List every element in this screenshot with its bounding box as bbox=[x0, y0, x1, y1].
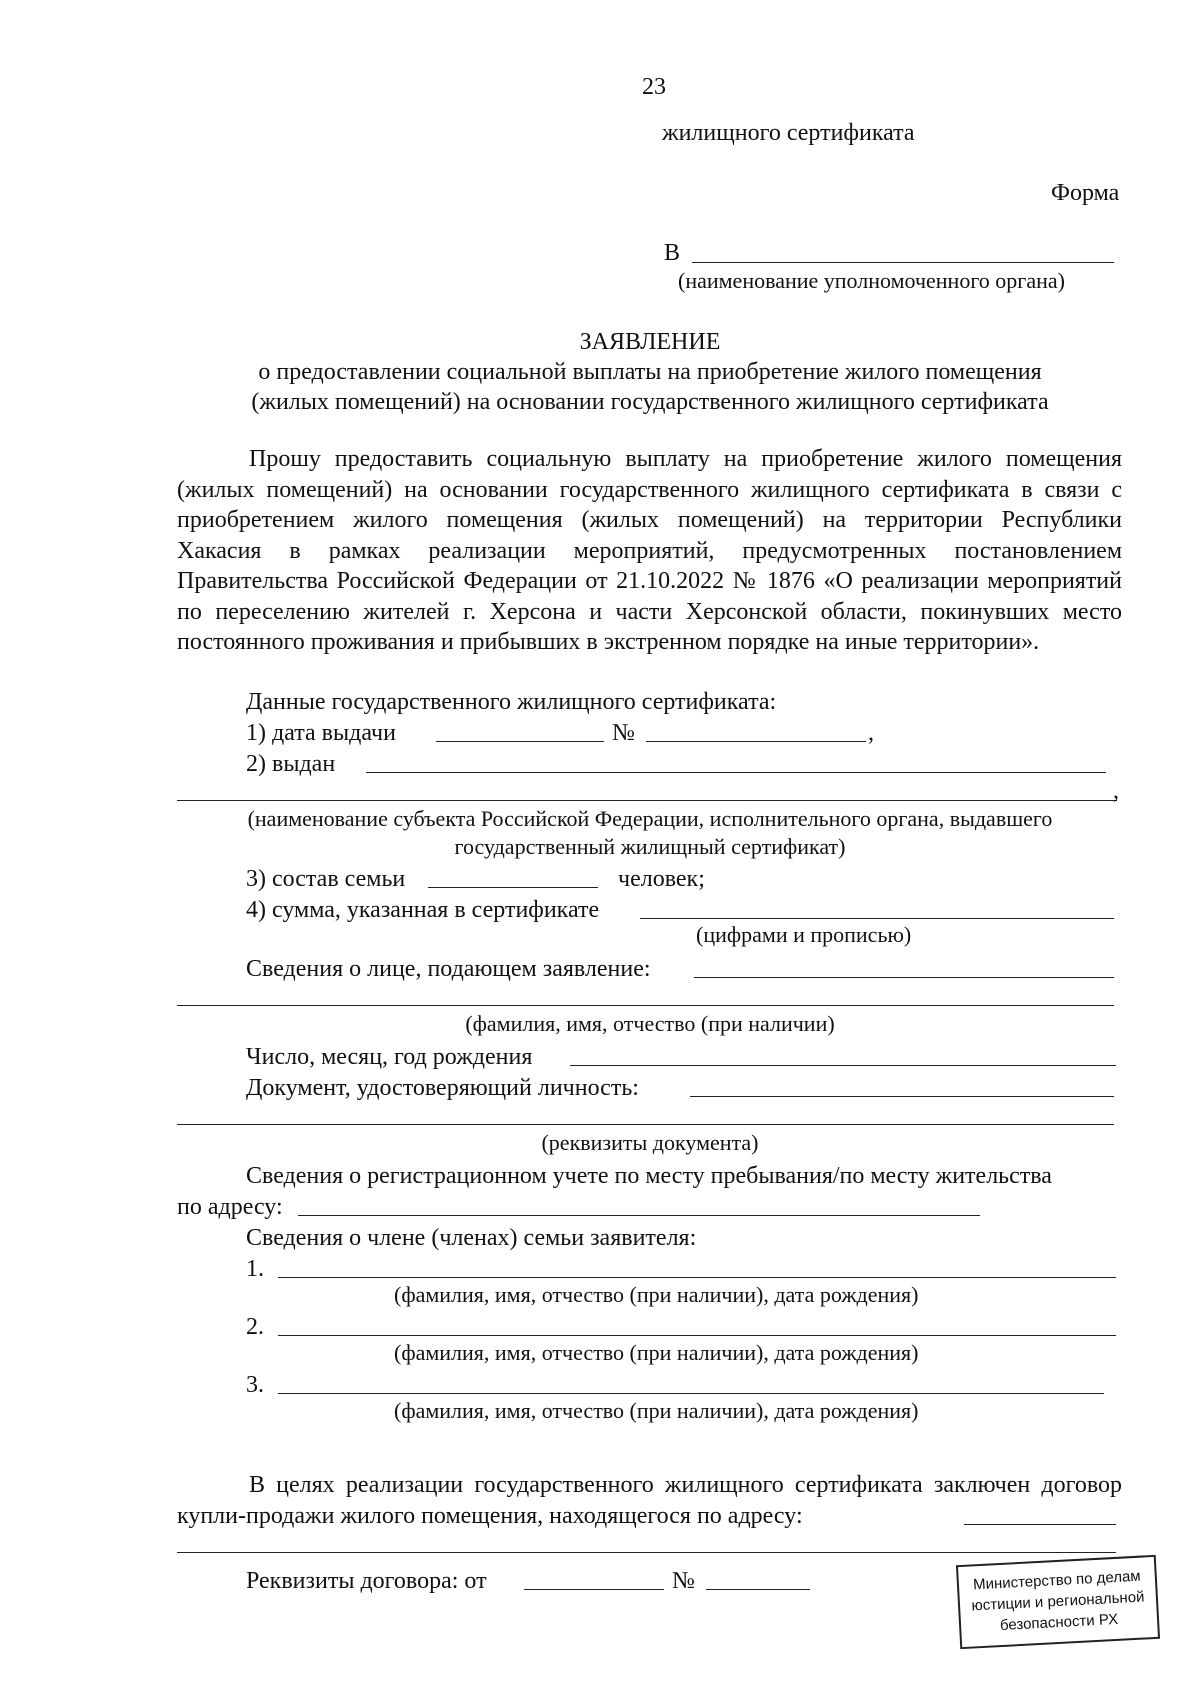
birth-label: Число, месяц, год рождения bbox=[246, 1044, 533, 1070]
stamp-line-2: юстиции и региональной bbox=[971, 1588, 1145, 1615]
applicant-label: Сведения о лице, подающем заявление: bbox=[246, 956, 651, 982]
fio-caption: (фамилия, имя, отчество (при наличии) bbox=[465, 1011, 835, 1036]
amount-field[interactable] bbox=[640, 918, 1114, 919]
contract-details-label: Реквизиты договора: от bbox=[246, 1568, 487, 1594]
item2-label: 2) выдан bbox=[246, 751, 336, 777]
issuer-field-continued[interactable] bbox=[177, 800, 1117, 801]
family-size-field[interactable] bbox=[428, 887, 598, 888]
family-row-caption: (фамилия, имя, отчество (при наличии), дата рождения) bbox=[394, 1398, 919, 1423]
running-head: жилищного сертификата bbox=[662, 120, 915, 146]
issuer-caption-1: (наименование субъекта Российской Федерации, исполнительного органа, выдавшего bbox=[247, 806, 1053, 831]
id-doc-field[interactable] bbox=[690, 1096, 1114, 1097]
id-doc-field-continued[interactable] bbox=[177, 1124, 1114, 1125]
contract-date-field[interactable] bbox=[524, 1589, 664, 1590]
addressee-caption: (наименование уполномоченного органа) bbox=[678, 268, 1065, 293]
family-row-number: 2. bbox=[246, 1314, 264, 1340]
item1-number-sign: № bbox=[612, 720, 635, 746]
item4-label: 4) сумма, указанная в сертификате bbox=[246, 897, 600, 923]
addressee-prefix: В bbox=[664, 240, 681, 266]
cert-heading: Данные государственного жилищного сертификата: bbox=[246, 689, 777, 715]
request-paragraph: Прошу предоставить социальную выплату на приобретение жилого помещения (жилых помещений) на основании государственного жилищного сертификата в связи с приобретением жилого помещения (жилых помещений) на территории Республики Хакасия в рамках реализации мероприятий, предусмотренных постановлением Правительства Российской Федерации от 21.10.2022 № 1876 «О реализации мероприятий по переселению жителей г. Херсона и части Херсонской области, покинувших место постоянного проживания и прибывших в экстренном порядке на иные территории». bbox=[177, 446, 1122, 655]
doc-caption: (реквизиты документа) bbox=[541, 1130, 759, 1155]
form-label: Форма bbox=[1051, 180, 1120, 206]
family-row-caption: (фамилия, имя, отчество (при наличии), дата рождения) bbox=[394, 1340, 919, 1365]
contract-paragraph: В целях реализации государственного жилищного сертификата заключен договор купли-продажи жилого помещения, находящегося по адресу: bbox=[177, 1472, 1122, 1529]
item1-comma: , bbox=[868, 720, 874, 746]
amount-caption: (цифрами и прописью) bbox=[696, 922, 912, 947]
contract-address-field-continued[interactable] bbox=[177, 1552, 1116, 1553]
family-row-number: 1. bbox=[246, 1256, 264, 1282]
id-doc-label: Документ, удостоверяющий личность: bbox=[246, 1075, 639, 1101]
addressee-field[interactable] bbox=[692, 262, 1114, 263]
item3-unit: человек; bbox=[618, 866, 705, 892]
registration-text-2: по адресу: bbox=[177, 1194, 283, 1220]
family-heading: Сведения о члене (членах) семьи заявителя: bbox=[246, 1225, 697, 1251]
item1-label: 1) дата выдачи bbox=[246, 720, 396, 746]
contract-number-field[interactable] bbox=[706, 1589, 810, 1590]
ministry-stamp bbox=[956, 1555, 1160, 1649]
issue-date-field[interactable] bbox=[436, 741, 604, 742]
stamp-line-3: безопасности РХ bbox=[999, 1610, 1119, 1635]
family-row-caption: (фамилия, имя, отчество (при наличии), дата рождения) bbox=[394, 1282, 919, 1307]
family-member-2-field[interactable] bbox=[278, 1335, 1116, 1336]
registration-address-field[interactable] bbox=[298, 1215, 980, 1216]
page-number: 23 bbox=[642, 74, 666, 100]
contract-address-field[interactable] bbox=[964, 1524, 1116, 1525]
title-line-2: (жилых помещений) на основании государственного жилищного сертификата bbox=[251, 389, 1049, 415]
applicant-field[interactable] bbox=[694, 977, 1114, 978]
applicant-field-continued[interactable] bbox=[177, 1005, 1114, 1006]
issuer-caption-2: государственный жилищный сертификат) bbox=[454, 834, 846, 859]
issuer-field[interactable] bbox=[366, 772, 1106, 773]
registration-text-1: Сведения о регистрационном учете по месту пребывания/по месту жительства bbox=[246, 1163, 1052, 1189]
family-row-number: 3. bbox=[246, 1372, 264, 1398]
title-line-1: о предоставлении социальной выплаты на приобретение жилого помещения bbox=[258, 359, 1042, 385]
cert-number-field[interactable] bbox=[646, 741, 866, 742]
item3-label: 3) состав семьи bbox=[246, 866, 406, 892]
family-member-3-field[interactable] bbox=[278, 1393, 1104, 1394]
item2-comma: , bbox=[1113, 778, 1119, 804]
birth-date-field[interactable] bbox=[570, 1065, 1116, 1066]
contract-number-sign: № bbox=[672, 1568, 695, 1594]
family-member-1-field[interactable] bbox=[278, 1277, 1116, 1278]
document-title: ЗАЯВЛЕНИЕ bbox=[579, 329, 721, 355]
stamp-line-1: Министерство по делам bbox=[972, 1567, 1142, 1594]
